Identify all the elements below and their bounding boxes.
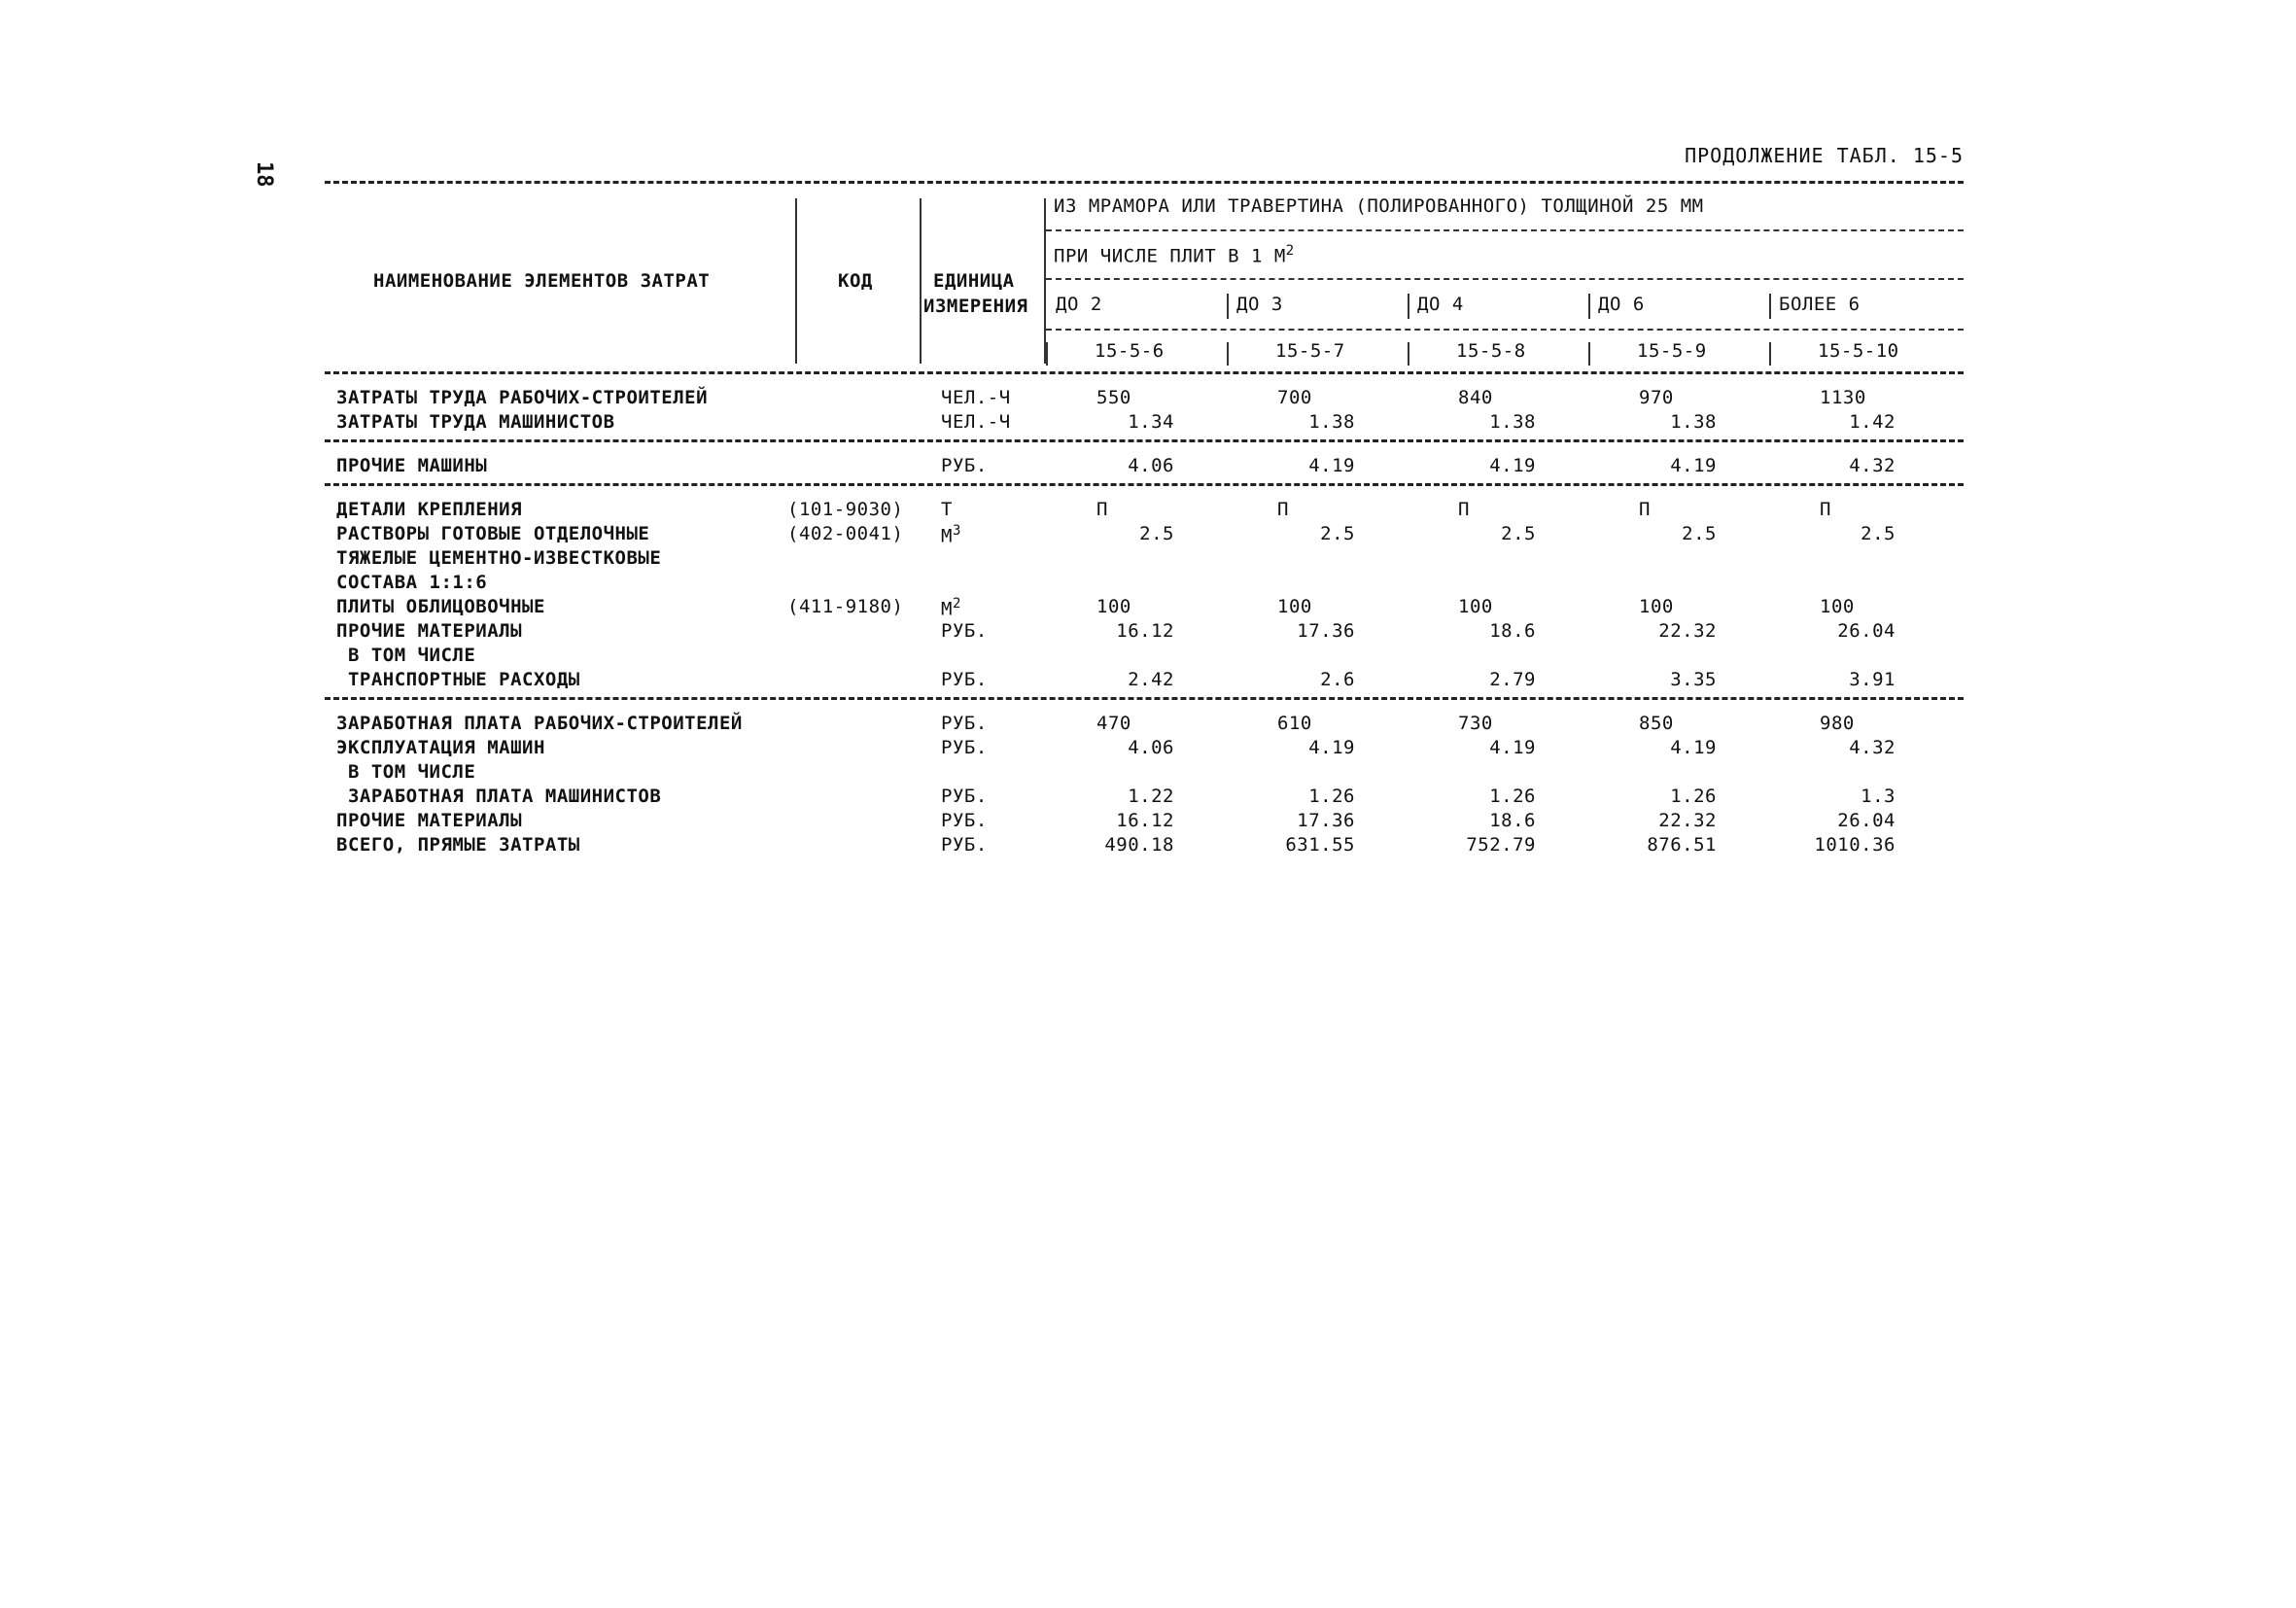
row-value: 2.5: [1501, 523, 1536, 544]
row-unit-sup: 3: [952, 523, 961, 539]
row-value: 4.06: [1128, 455, 1174, 476]
row-value: 17.36: [1297, 620, 1355, 642]
row-value: 840: [1458, 387, 1493, 408]
range-label: ДО 6: [1598, 294, 1645, 315]
row-value: 700: [1277, 387, 1312, 408]
row-value: 16.12: [1116, 620, 1174, 642]
row-name: ДЕТАЛИ КРЕПЛЕНИЯ: [336, 499, 523, 520]
row-code: (101-9030): [787, 499, 904, 520]
row-value: 2.79: [1489, 669, 1536, 690]
row-value: 4.19: [1308, 455, 1355, 476]
row-value: 17.36: [1297, 810, 1355, 831]
row-unit-text: РУБ.: [941, 810, 988, 831]
row-value: 2.42: [1128, 669, 1174, 690]
row-value: 1.42: [1849, 411, 1896, 433]
row-value: 550: [1096, 387, 1131, 408]
row-value: 4.06: [1128, 737, 1174, 758]
range-label: ДО 2: [1056, 294, 1102, 315]
row-name: ЭКСПЛУАТАЦИЯ МАШИН: [336, 737, 545, 758]
row-value: 876.51: [1647, 834, 1717, 856]
row-value: 100: [1639, 596, 1674, 617]
row-value: 16.12: [1116, 810, 1174, 831]
top-rule: [325, 181, 1964, 184]
row-value: 1.22: [1128, 786, 1174, 807]
code-divider: [1408, 342, 1409, 366]
code-divider: [1046, 342, 1048, 366]
row-unit: [941, 523, 961, 546]
row-value: 100: [1458, 596, 1493, 617]
row-value: П: [1458, 499, 1470, 520]
row-unit-text: М: [941, 598, 953, 620]
row-value: 631.55: [1285, 834, 1355, 856]
row-unit-text: РУБ.: [941, 737, 988, 758]
row-unit-text: РУБ.: [941, 786, 988, 807]
range-divider: [1227, 294, 1229, 319]
row-unit-text: ЧЕЛ.-Ч: [941, 387, 1011, 408]
header-col-unit-2: ИЗМЕРЕНИЯ: [923, 296, 1028, 317]
page-number: 18: [252, 161, 276, 188]
row-unit-text: РУБ.: [941, 713, 988, 734]
row-value: 2.5: [1682, 523, 1717, 544]
row-value: 26.04: [1837, 810, 1896, 831]
row-value: 470: [1096, 713, 1131, 734]
row-value: 1.38: [1308, 411, 1355, 433]
code-label: 15-5-7: [1275, 340, 1345, 362]
range-divider: [1769, 294, 1771, 319]
section-rule: [325, 371, 1964, 374]
header-sub-rule: [1046, 278, 1964, 280]
row-value: 18.6: [1489, 620, 1536, 642]
row-name: ЗАТРАТЫ ТРУДА МАШИНИСТОВ: [336, 411, 615, 433]
code-label: 15-5-9: [1637, 340, 1707, 362]
header-col-unit-1: ЕДИНИЦА: [933, 270, 1015, 292]
row-value: 100: [1277, 596, 1312, 617]
row-unit: [941, 713, 988, 734]
row-unit: [941, 737, 988, 758]
row-value: 100: [1096, 596, 1131, 617]
row-name: ТРАНСПОРТНЫЕ РАСХОДЫ: [336, 669, 580, 690]
range-label: БОЛЕЕ 6: [1779, 294, 1861, 315]
row-unit: [941, 620, 988, 642]
header-col-name: НАИМЕНОВАНИЕ ЭЛЕМЕНТОВ ЗАТРАТ: [373, 270, 711, 292]
row-code: (411-9180): [787, 596, 904, 617]
row-value: 4.32: [1849, 737, 1896, 758]
range-divider: [1588, 294, 1590, 319]
header-col-code: КОД: [838, 270, 873, 292]
row-unit-text: М: [941, 525, 953, 547]
row-value: 1.38: [1670, 411, 1717, 433]
row-name: ВСЕГО, ПРЯМЫЕ ЗАТРАТЫ: [336, 834, 580, 856]
row-value: 100: [1820, 596, 1855, 617]
row-name: СОСТАВА 1:1:6: [336, 572, 488, 593]
row-unit-text: Т: [941, 499, 953, 520]
row-value: 1.34: [1128, 411, 1174, 433]
row-value: 18.6: [1489, 810, 1536, 831]
row-value: П: [1820, 499, 1831, 520]
range-label: ДО 4: [1417, 294, 1464, 315]
row-value: 4.19: [1670, 455, 1717, 476]
row-value: 752.79: [1466, 834, 1536, 856]
row-value: 1.26: [1670, 786, 1717, 807]
row-unit-text: РУБ.: [941, 620, 988, 642]
row-unit: [941, 786, 988, 807]
row-unit-text: РУБ.: [941, 455, 988, 476]
header-divider: [920, 198, 922, 364]
row-name: ЗАРАБОТНАЯ ПЛАТА МАШИНИСТОВ: [336, 786, 662, 807]
row-name: ЗАРАБОТНАЯ ПЛАТА РАБОЧИХ-СТРОИТЕЛЕЙ: [336, 713, 743, 734]
section-rule: [325, 483, 1964, 486]
row-unit: [941, 387, 1011, 408]
continuation-label: ПРОДОЛЖЕНИЕ ТАБЛ. 15-5: [1685, 144, 1964, 167]
header-group-title: ИЗ МРАМОРА ИЛИ ТРАВЕРТИНА (ПОЛИРОВАННОГО) ТОЛЩИНОЙ 25 ММ: [1054, 195, 1704, 217]
row-value: 1.26: [1308, 786, 1355, 807]
header-sub-rule: [1046, 229, 1964, 231]
row-value: 610: [1277, 713, 1312, 734]
row-value: 4.19: [1670, 737, 1717, 758]
row-value: 2.5: [1861, 523, 1896, 544]
row-unit: [941, 499, 953, 520]
row-value: 1.3: [1861, 786, 1896, 807]
row-unit: [941, 596, 961, 619]
header-subgroup-title: ПРИ ЧИСЛЕ ПЛИТ В 1 $М^2$: [1054, 243, 1295, 267]
row-value: 3.91: [1849, 669, 1896, 690]
row-code: (402-0041): [787, 523, 904, 544]
code-divider: [1227, 342, 1229, 366]
row-value: 980: [1820, 713, 1855, 734]
header-divider: [795, 198, 797, 364]
range-label: ДО 3: [1236, 294, 1283, 315]
row-value: 4.19: [1489, 455, 1536, 476]
row-value: 4.19: [1308, 737, 1355, 758]
row-value: 4.19: [1489, 737, 1536, 758]
row-value: 730: [1458, 713, 1493, 734]
row-unit: [941, 411, 1011, 433]
row-name: ТЯЖЕЛЫЕ ЦЕМЕНТНО-ИЗВЕСТКОВЫЕ: [336, 547, 662, 569]
row-name: ПРОЧИЕ МАШИНЫ: [336, 455, 488, 476]
row-value: 4.32: [1849, 455, 1896, 476]
row-name: РАСТВОРЫ ГОТОВЫЕ ОТДЕЛОЧНЫЕ: [336, 523, 650, 544]
row-value: 1.26: [1489, 786, 1536, 807]
row-value: 26.04: [1837, 620, 1896, 642]
row-value: 3.35: [1670, 669, 1717, 690]
row-name: В ТОМ ЧИСЛЕ: [336, 761, 476, 783]
code-label: 15-5-8: [1456, 340, 1526, 362]
row-unit-sup: 2: [952, 596, 961, 612]
row-value: 490.18: [1104, 834, 1174, 856]
code-label: 15-5-6: [1095, 340, 1165, 362]
header-divider: [1044, 198, 1046, 364]
row-value: 2.6: [1320, 669, 1355, 690]
code-divider: [1588, 342, 1590, 366]
row-value: 1010.36: [1814, 834, 1896, 856]
row-unit-text: РУБ.: [941, 834, 988, 856]
row-name: ПЛИТЫ ОБЛИЦОВОЧНЫЕ: [336, 596, 545, 617]
row-unit-text: ЧЕЛ.-Ч: [941, 411, 1011, 433]
row-value: 22.32: [1658, 810, 1717, 831]
row-value: 970: [1639, 387, 1674, 408]
row-value: П: [1277, 499, 1289, 520]
row-name: ПРОЧИЕ МАТЕРИАЛЫ: [336, 620, 523, 642]
code-label: 15-5-10: [1818, 340, 1899, 362]
row-value: 1.38: [1489, 411, 1536, 433]
row-unit: [941, 669, 988, 690]
range-divider: [1408, 294, 1409, 319]
row-value: П: [1096, 499, 1108, 520]
code-divider: [1769, 342, 1771, 366]
row-unit: [941, 810, 988, 831]
section-rule: [325, 439, 1964, 442]
row-unit-text: РУБ.: [941, 669, 988, 690]
row-value: 2.5: [1320, 523, 1355, 544]
row-value: П: [1639, 499, 1651, 520]
section-rule: [325, 697, 1964, 700]
row-value: 1130: [1820, 387, 1866, 408]
row-name: ПРОЧИЕ МАТЕРИАЛЫ: [336, 810, 523, 831]
row-value: 850: [1639, 713, 1674, 734]
row-unit: [941, 455, 988, 476]
header-sub-rule: [1046, 329, 1964, 331]
row-value: 2.5: [1139, 523, 1174, 544]
row-name: В ТОМ ЧИСЛЕ: [336, 645, 476, 666]
row-unit: [941, 834, 988, 856]
row-value: 22.32: [1658, 620, 1717, 642]
row-name: ЗАТРАТЫ ТРУДА РАБОЧИХ-СТРОИТЕЛЕЙ: [336, 387, 709, 408]
